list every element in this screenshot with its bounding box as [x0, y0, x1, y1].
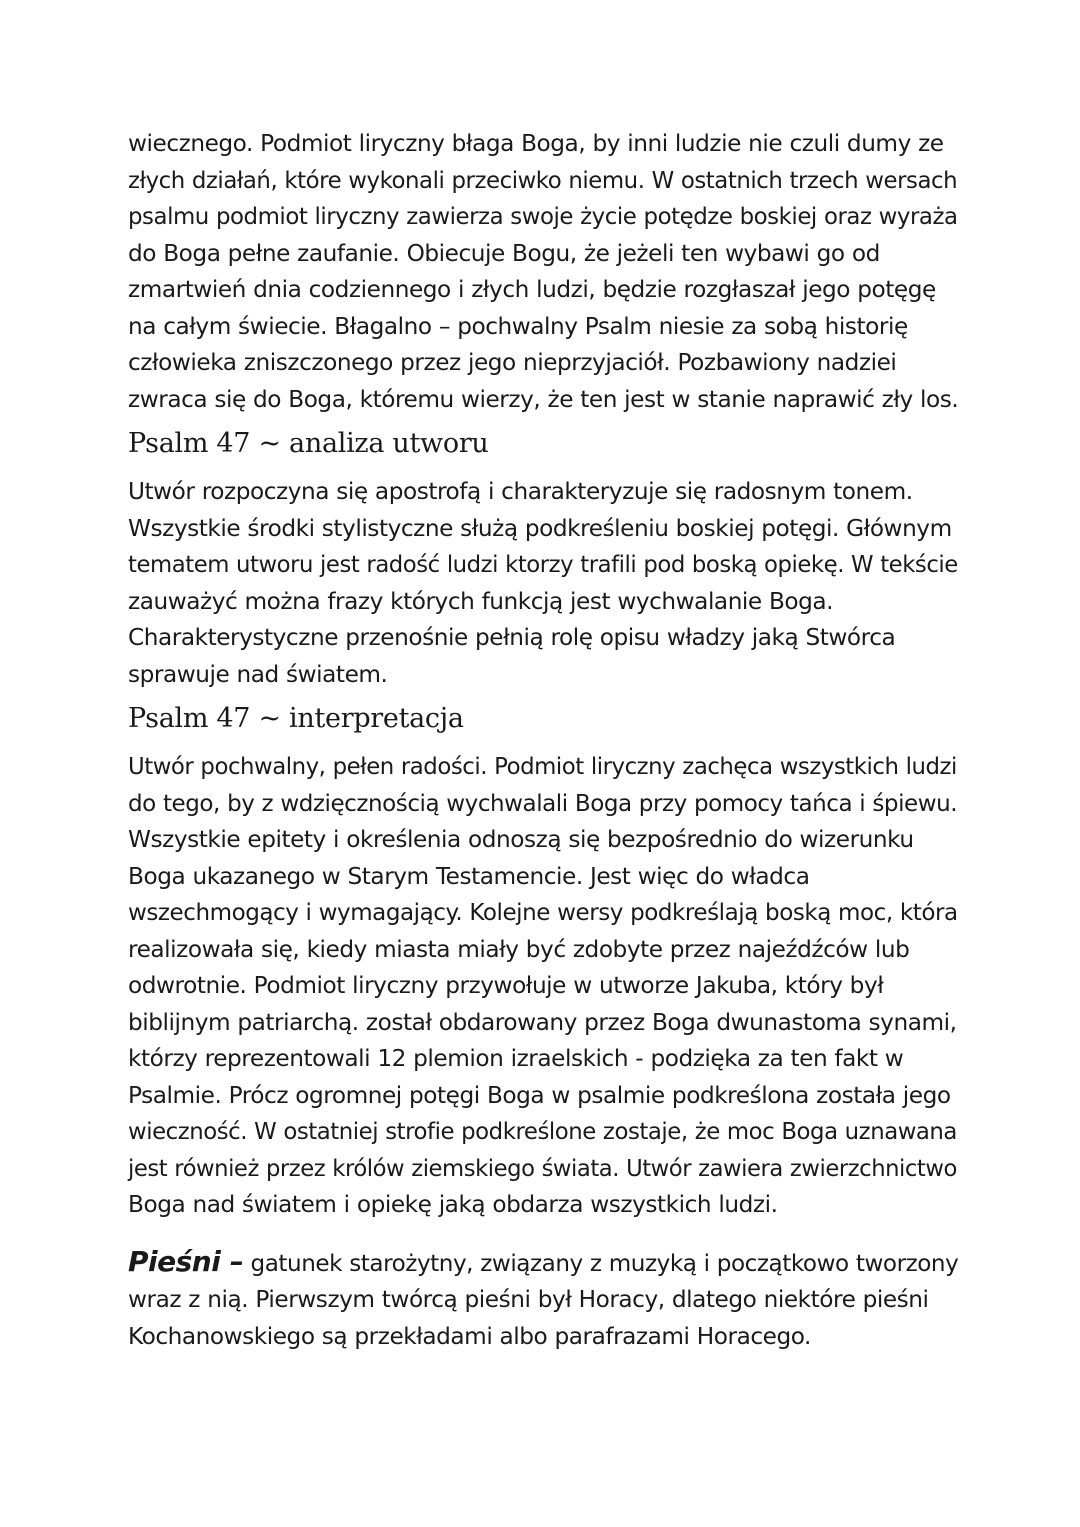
text-line: Kochanowskiego są przekładami albo parafrazami Horacego. — [128, 1322, 811, 1350]
text-line: na całym świecie. Błagalno – pochwalny Psalm niesie za sobą historię — [128, 312, 908, 340]
text-line: Utwór rozpoczyna się apostrofą i charakteryzuje się radosnym tonem. — [128, 478, 913, 505]
text-line: złych działań, które wykonali przeciwko niemu. W ostatnich trzech wersach — [128, 167, 958, 194]
interpretation-heading: Psalm 47 ~ interpretacja — [128, 703, 464, 734]
text-line: Charakterystyczne przenośnie pełnią rolę opisu władzy jaką Stwórca — [128, 624, 896, 651]
analysis-heading: Psalm 47 ~ analiza utworu — [128, 428, 489, 459]
text-line: wszechmogący i wymagający. Kolejne wersy podkreślają boską moc, która — [128, 900, 958, 926]
text-line: człowieka zniszczonego przez jego nieprzyjaciół. Pozbawiony nadziei — [128, 349, 897, 376]
text-line: odwrotnie. Podmiot liryczny przywołuje w utworze Jakuba, który był — [128, 972, 884, 999]
piesni-definition — [128, 1244, 958, 1356]
text-line: realizowała się, kiedy miasta miały być zdobyte przez najeźdźców lub — [128, 935, 910, 963]
text-line: zwraca się do Boga, któremu wierzy, że ten jest w stanie naprawić zły los. — [128, 385, 959, 413]
text-line: Wszystkie epitety i określenia odnoszą się bezpośrednio do wizerunku — [128, 826, 914, 853]
text-line: Psalmie. Prócz ogromnej potęgi Boga w psalmie podkreślona została jego — [128, 1081, 951, 1109]
text-line: do Boga pełne zaufanie. Obiecuje Bogu, że jeżeli ten wybawi go od — [128, 239, 880, 267]
text-line: którzy reprezentowali 12 plemion izraelskich - podzięka za ten fakt w — [128, 1045, 904, 1072]
text-line: zmartwień dnia codziennego i złych ludzi, będzie rozgłaszał jego potęgę — [128, 276, 936, 303]
text-line: zauważyć można frazy których funkcją jest wychwalanie Boga. — [128, 587, 834, 615]
text-line: do tego, by z wdzięcznością wychwalali Boga przy pomocy tańca i śpiewu. — [128, 790, 958, 817]
text-line: sprawuje nad światem. — [128, 660, 388, 688]
text-line: Boga nad światem i opiekę jaką obdarza wszystkich ludzi. — [128, 1191, 778, 1218]
text-line: wraz z nią. Pierwszym twórcą pieśni był Horacy, dlatego niektóre pieśni — [128, 1286, 929, 1313]
text-line: biblijnym patriarchą. został obdarowany przez Boga dwunastoma synami, — [128, 1008, 957, 1036]
interpretation-paragraph — [128, 749, 958, 1224]
text-line: psalmu podmiot liryczny zawierza swoje życie potędze boskiej oraz wyraża — [128, 204, 958, 230]
text-line: Utwór pochwalny, pełen radości. Podmiot liryczny zachęca wszystkich ludzi — [128, 754, 957, 780]
definition-term: Pieśni – — [128, 1244, 244, 1278]
intro-paragraph — [128, 126, 958, 418]
text-line: Boga ukazanego w Starym Testamencie. Jest więc do władca — [128, 862, 810, 890]
document-page — [128, 126, 958, 1355]
text-line: tematem utworu jest radość ludzi ktorzy trafili pod boską opiekę. W tekście — [128, 552, 958, 578]
text-line: wiecznego. Podmiot liryczny błaga Boga, by inni ludzie nie czuli dumy ze — [128, 130, 944, 157]
text-line: jest również przez królów ziemskiego świata. Utwór zawiera zwierzchnictwo — [128, 1155, 957, 1182]
definition-text: gatunek starożytny, związany z muzyką i początkowo tworzony — [243, 1250, 959, 1277]
analysis-paragraph — [128, 474, 958, 693]
text-line: wieczność. W ostatniej strofie podkreślone zostaje, że moc Boga uznawana — [128, 1119, 957, 1145]
text-line — [128, 1244, 958, 1283]
text-line: Wszystkie środki stylistyczne służą podkreśleniu boskiej potęgi. Głównym — [128, 514, 952, 542]
